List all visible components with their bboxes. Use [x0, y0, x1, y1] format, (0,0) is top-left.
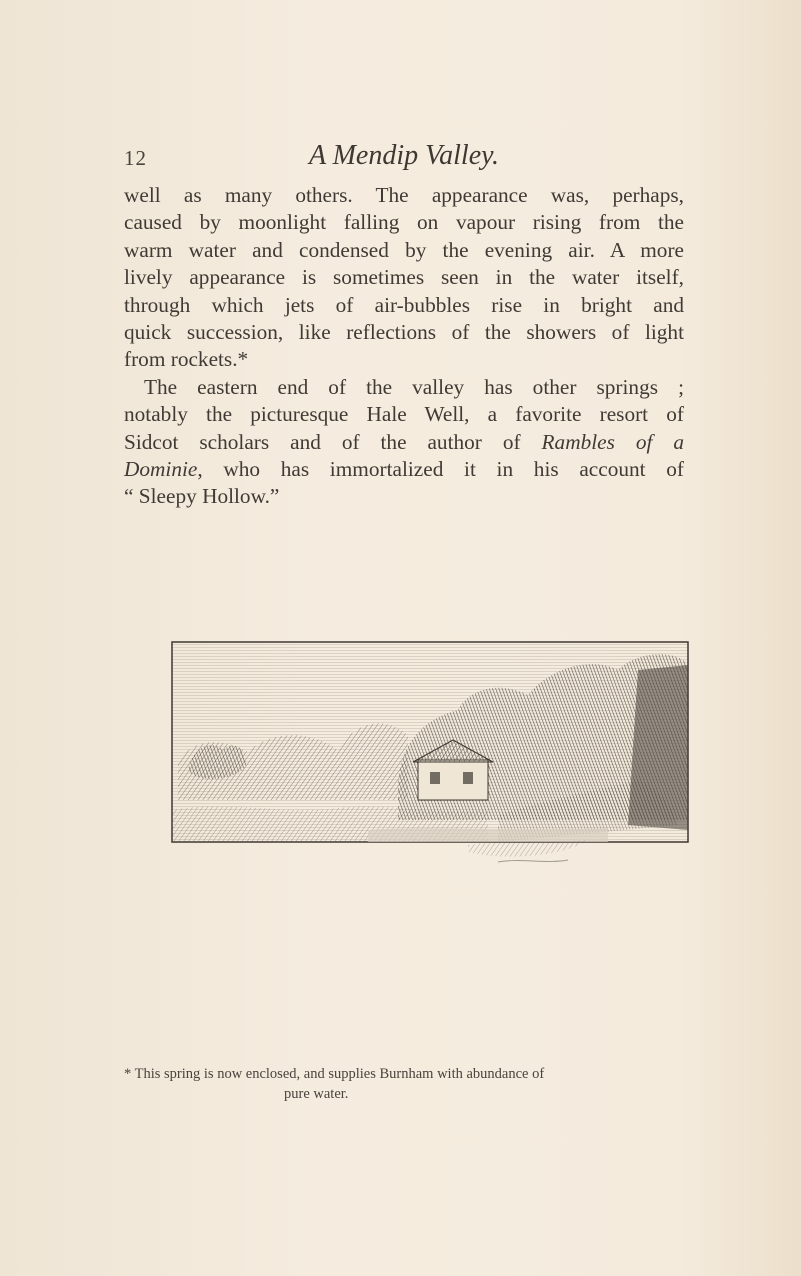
- footnote: [124, 1064, 714, 1104]
- text-fragment: Sidcot scholars and of the author of: [124, 429, 542, 454]
- footnote-line: pure water.: [284, 1086, 349, 1102]
- text-line: “ Sleepy Hollow.”: [124, 484, 280, 509]
- text-line: [124, 456, 684, 483]
- engraving-illustration: [168, 640, 692, 884]
- text-line: from rockets.*: [124, 347, 249, 372]
- text-line: well as many others. The appearance was, perhaps,: [124, 183, 684, 207]
- text-line: lively appearance is sometimes seen in the water itself,: [124, 265, 684, 290]
- paragraph-2: [124, 374, 684, 511]
- paragraph-1: [124, 182, 684, 374]
- text-line: [124, 429, 684, 456]
- text-line: notably the picturesque Hale Well, a favorite resort of: [124, 402, 684, 427]
- text-line: caused by moonlight falling on vapour rising from the: [124, 210, 684, 235]
- book-title-italic: Rambles of a: [541, 429, 684, 454]
- text-fragment: , who has immortalized it in his account of: [197, 457, 684, 482]
- text-line: warm water and condensed by the evening air. A more: [124, 237, 684, 262]
- landscape-engraving: [168, 640, 692, 884]
- page-number: 12: [124, 146, 147, 170]
- running-title: A Mendip Valley.: [309, 140, 499, 171]
- text-line: through which jets of air-bubbles rise in bright and: [124, 292, 684, 317]
- text-line: quick succession, like reflections of the showers of light: [124, 320, 684, 345]
- body-text: [124, 182, 684, 511]
- book-title-italic: Dominie: [124, 457, 198, 482]
- footnote-line: * This spring is now enclosed, and supplies Burnham with abundance of: [124, 1066, 545, 1082]
- text-line: The eastern end of the valley has other springs ;: [144, 374, 684, 399]
- page-header: [124, 140, 684, 180]
